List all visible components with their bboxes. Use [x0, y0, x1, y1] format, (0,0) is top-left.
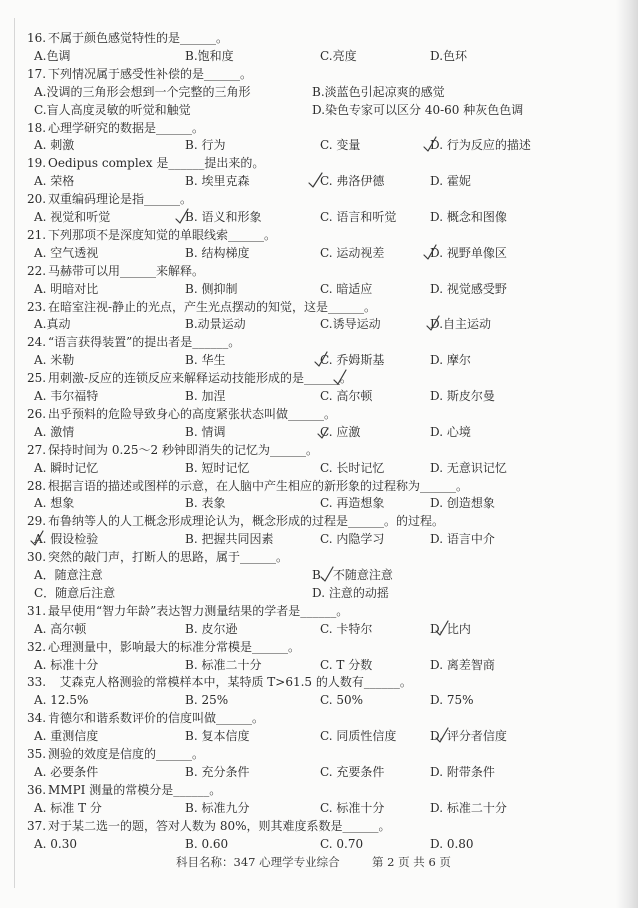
option-24-a: A. 米勒	[34, 353, 75, 368]
question-text: 下列那项不是深度知觉的单眼线索______。	[48, 227, 277, 242]
page-footer	[0, 853, 620, 871]
question-number: 30.	[27, 550, 47, 565]
question-number: 25.	[27, 371, 47, 386]
question-number: 16.	[27, 31, 47, 45]
option-16-a: A.色调	[34, 48, 71, 63]
question-number: 27.	[27, 442, 47, 457]
option-31-d: D. 比内	[430, 621, 471, 636]
question-text: 心理测量中，影响最大的标准分常模是______。	[48, 639, 301, 654]
option-32-d: D. 离差智商	[430, 657, 495, 672]
question-text: Oedipus complex 是______提出来的。	[48, 156, 265, 171]
option-29-a: A. 假设检验	[34, 532, 99, 547]
page-number: 第 2 页 共 6 页	[372, 855, 451, 869]
question-27-stem	[0, 441, 620, 459]
question-28-options	[0, 494, 620, 512]
option-22-a: A. 明暗对比	[34, 281, 99, 296]
option-25-b: B. 加涅	[185, 389, 226, 403]
question-34-stem	[0, 709, 620, 727]
option-17-c: C.盲人高度灵敏的听觉和触觉	[34, 102, 191, 117]
question-number: 28.	[27, 478, 47, 493]
question-32-stem	[0, 638, 620, 656]
question-text: 在暗室注视-静止的光点，产生光点摆动的知觉，这是______。	[48, 299, 377, 314]
question-30-options	[0, 566, 620, 584]
option-26-d: D. 心境	[430, 424, 471, 439]
option-36-b: B. 标准九分	[185, 800, 250, 815]
option-35-d: D. 附带条件	[430, 764, 495, 779]
option-33-a: A. 12.5%	[34, 693, 89, 708]
option-24-b: B. 华生	[185, 353, 226, 368]
question-text: 心理学研究的数据是______。	[48, 120, 205, 135]
question-text: MMPI 测量的常模分是______。	[48, 782, 222, 797]
option-28-a: A. 想象	[34, 496, 75, 511]
question-36-options	[0, 799, 620, 817]
question-22-stem	[0, 262, 620, 280]
question-33-options	[0, 691, 620, 709]
question-37-options	[0, 835, 620, 853]
option-37-c: C. 0.70	[320, 836, 364, 851]
option-37-d: D. 0.80	[430, 836, 474, 851]
option-29-c: C. 内隐学习	[320, 532, 385, 547]
option-21-d: D. 视野单像区	[430, 245, 507, 260]
option-25-a: A. 韦尔福特	[34, 389, 99, 403]
question-18-options	[0, 136, 620, 154]
question-25-options	[0, 387, 620, 405]
option-19-d: D. 霍妮	[430, 174, 471, 189]
question-text: 艾森克人格测验的常模样本中，某特质 T>61.5 的人数有______。	[48, 675, 412, 690]
question-text: 肯德尔和谐系数评价的信度叫做______。	[48, 711, 265, 726]
option-34-d: D. 评分者信度	[430, 729, 507, 744]
option-17-a: A.没调的三角形会想到一个完整的三角形	[34, 84, 251, 99]
option-20-c: C. 语言和听觉	[320, 210, 397, 224]
option-19-b: B. 埃里克森	[185, 174, 250, 189]
question-24-options	[0, 351, 620, 369]
option-27-b: B. 短时记忆	[185, 460, 250, 475]
question-text: 布鲁纳等人的人工概念形成理论认为，概念形成的过程是______。的过程。	[48, 514, 445, 529]
subject-name: 科目名称：347 心理学专业综合	[176, 855, 340, 869]
question-21-stem	[0, 226, 620, 244]
question-text: 出乎预料的危险导致身心的高度紧张状态叫做______。	[48, 406, 337, 421]
option-26-b: B. 情调	[185, 424, 226, 439]
question-25-stem	[0, 369, 620, 387]
option-16-d: D.色环	[430, 48, 468, 63]
question-33-stem	[0, 673, 620, 691]
question-35-stem	[0, 745, 620, 763]
option-16-c: C.亮度	[320, 48, 357, 63]
option-28-b: B. 表象	[185, 496, 226, 511]
question-28-stem	[0, 477, 620, 495]
question-19-stem	[0, 154, 620, 172]
option-20-a: A. 视觉和听觉	[34, 210, 111, 224]
question-text: 保持时间为 0.25～2 秒钟即消失的记忆为______。	[48, 442, 318, 457]
question-text: 下列情况属于感受性补偿的是______。	[48, 66, 253, 81]
option-20-d: D. 概念和图像	[430, 210, 507, 224]
question-number: 36.	[27, 782, 47, 797]
option-25-c: C. 高尔顿	[320, 389, 373, 403]
question-text: 突然的敲门声，打断人的思路，属于______。	[48, 550, 289, 565]
option-20-b: B. 语义和形象	[185, 210, 262, 224]
question-number: 33.	[27, 675, 47, 690]
question-29-options	[0, 530, 620, 548]
option-24-c: C. 乔姆斯基	[320, 353, 385, 368]
option-32-a: A. 标准十分	[34, 657, 99, 672]
option-22-c: C. 暗适应	[320, 281, 373, 296]
question-29-stem	[0, 512, 620, 530]
question-text: 对于某二选一的题，答对人数为 80%，则其难度系数是______。	[48, 818, 391, 833]
option-35-a: A. 必要条件	[34, 764, 99, 779]
option-30-b: B．不随意注意	[312, 568, 393, 582]
option-27-a: A. 瞬时记忆	[34, 460, 99, 475]
question-number: 23.	[27, 299, 47, 314]
option-34-a: A. 重测信度	[34, 729, 99, 744]
question-30-stem	[0, 548, 620, 566]
question-number: 22.	[27, 263, 47, 278]
question-number: 37.	[27, 818, 47, 833]
question-number: 21.	[27, 227, 47, 242]
option-18-d: D. 行为反应的描述	[430, 138, 531, 153]
option-23-d: D.自主运动	[430, 317, 492, 332]
option-28-c: C. 再造想象	[320, 496, 385, 511]
option-17-b: B.淡蓝色引起凉爽的感觉	[312, 84, 445, 99]
question-text: 双重编码理论是指______。	[48, 192, 193, 207]
question-17-options	[0, 101, 620, 119]
question-31-options	[0, 620, 620, 638]
option-21-a: A. 空气透视	[34, 245, 99, 260]
question-17-stem	[0, 65, 620, 83]
option-23-a: A.真动	[34, 317, 71, 332]
question-34-options	[0, 727, 620, 745]
question-text: 最早使用“智力年龄”表达智力测量结果的学者是______。	[48, 603, 349, 618]
option-33-b: B. 25%	[185, 693, 229, 708]
option-36-a: A. 标准 T 分	[34, 800, 102, 815]
option-30-c: C．随意后注意	[34, 585, 116, 600]
option-36-c: C. 标准十分	[320, 800, 385, 815]
question-27-options	[0, 459, 620, 477]
question-22-options	[0, 280, 620, 298]
option-22-d: D. 视觉感受野	[430, 281, 507, 296]
option-19-c: C. 弗洛伊德	[320, 174, 385, 189]
question-21-options	[0, 244, 620, 262]
option-16-b: B.饱和度	[185, 48, 234, 63]
question-24-stem	[0, 333, 620, 351]
question-26-stem	[0, 405, 620, 423]
option-35-b: B. 充分条件	[185, 764, 250, 779]
question-23-stem	[0, 298, 620, 316]
question-number: 32.	[27, 639, 47, 654]
option-30-a: A．随意注意	[34, 568, 103, 582]
question-19-options	[0, 172, 620, 190]
option-29-b: B. 把握共同因素	[185, 532, 274, 547]
question-35-options	[0, 763, 620, 781]
option-34-b: B. 复本信度	[185, 729, 250, 744]
question-23-options	[0, 315, 620, 333]
option-26-a: A. 激情	[34, 424, 75, 439]
option-18-b: B. 行为	[185, 138, 226, 153]
question-number: 24.	[27, 335, 47, 350]
question-18-stem	[0, 119, 620, 137]
question-number: 18.	[27, 120, 47, 135]
option-26-c: C. 应激	[320, 424, 361, 439]
option-35-c: C. 充要条件	[320, 764, 385, 779]
option-25-d: D. 斯皮尔曼	[430, 389, 495, 403]
option-32-b: B. 标准二十分	[185, 657, 262, 672]
option-29-d: D. 语言中介	[430, 532, 495, 547]
question-20-options	[0, 208, 620, 226]
question-text: “语言获得装置”的提出者是______。	[48, 335, 241, 350]
option-33-d: D. 75%	[430, 693, 474, 708]
option-37-a: A. 0.30	[34, 836, 78, 851]
option-18-c: C. 变量	[320, 138, 361, 153]
question-32-options	[0, 656, 620, 674]
option-22-b: B. 侧抑制	[185, 281, 238, 296]
question-text: 根据言语的描述或图样的示意，在人脑中产生相应的新形象的过程称为______。	[48, 478, 469, 493]
question-number: 26.	[27, 406, 47, 421]
option-21-b: B. 结构梯度	[185, 245, 250, 260]
question-17-options	[0, 83, 620, 101]
question-number: 17.	[27, 66, 47, 81]
question-37-stem	[0, 817, 620, 835]
question-36-stem	[0, 781, 620, 799]
question-text: 用刺激-反应的连锁反应来解释运动技能形成的是______。	[48, 371, 353, 386]
option-31-a: A. 高尔顿	[34, 621, 87, 636]
question-20-stem	[0, 190, 620, 208]
option-23-c: C.诱导运动	[320, 317, 381, 332]
option-34-c: C. 同质性信度	[320, 729, 397, 744]
question-16-options	[0, 47, 620, 65]
question-text: 测验的效度是信度的______。	[48, 747, 205, 761]
option-31-c: C. 卡特尔	[320, 621, 373, 636]
option-32-c: C. T 分数	[320, 657, 373, 672]
question-number: 20.	[27, 192, 47, 207]
option-19-a: A. 荣格	[34, 174, 75, 189]
option-23-b: B.动景运动	[185, 317, 246, 332]
option-36-d: D. 标准二十分	[430, 800, 507, 815]
question-26-options	[0, 423, 620, 441]
option-31-b: B. 皮尔逊	[185, 621, 238, 636]
question-text: 马赫带可以用______来解释。	[48, 263, 205, 278]
option-33-c: C. 50%	[320, 693, 364, 708]
question-number: 35.	[27, 747, 47, 761]
question-number: 31.	[27, 603, 47, 618]
option-17-d: D.染色专家可以区分 40-60 种灰色色调	[312, 102, 524, 117]
question-30-options	[0, 584, 620, 602]
option-18-a: A. 刺激	[34, 138, 75, 153]
option-37-b: B. 0.60	[185, 836, 229, 851]
question-31-stem	[0, 602, 620, 620]
question-number: 29.	[27, 514, 47, 529]
option-27-d: D. 无意识记忆	[430, 460, 507, 475]
question-number: 19.	[27, 156, 47, 171]
option-30-d: D. 注意的动摇	[312, 585, 389, 600]
question-16-stem	[0, 29, 620, 47]
option-24-d: D. 摩尔	[430, 353, 471, 368]
option-28-d: D. 创造想象	[430, 496, 495, 511]
question-text: 不属于颜色感觉特性的是______。	[48, 31, 229, 45]
question-number: 34.	[27, 711, 47, 726]
option-21-c: C. 运动视差	[320, 245, 385, 260]
option-27-c: C. 长时记忆	[320, 460, 385, 475]
